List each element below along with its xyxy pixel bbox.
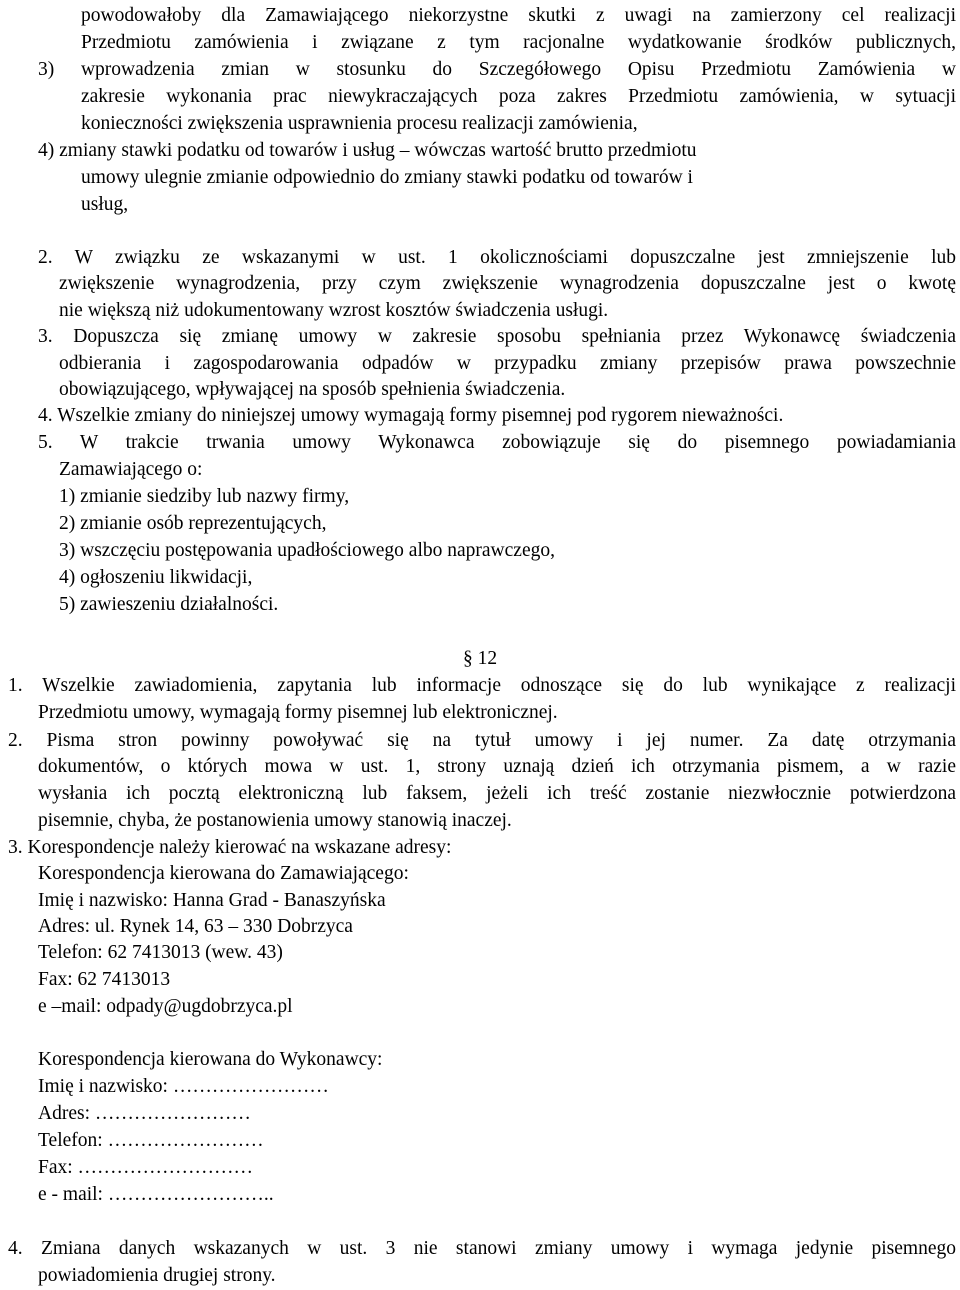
email-line: e –mail: odpady@ugdobrzyca.pl: [38, 996, 293, 1017]
text-line: Adres: ul. Rynek 14, 63 – 330 Dobrzyca: [38, 916, 353, 937]
text-line: powiadomienia drugiej strony.: [38, 1265, 276, 1286]
text-line: 3) wszczęciu postępowania upadłościowego albo naprawczego,: [59, 540, 555, 561]
text-line: 4. Wszelkie zmiany do niniejszej umowy wymagają formy pisemnej pod rygorem nieważności.: [38, 405, 784, 426]
text-line: dokumentów, o których mowa w ust. 1, strony uznają dzień ich otrzymania pismem, a w razie: [38, 756, 956, 777]
text-line: 3) wprowadzenia zmian w stosunku do Szczegółowego Opisu Przedmiotu Zamówienia w: [38, 59, 956, 80]
text-line: Fax: ………………………: [38, 1157, 254, 1178]
text-line: Przedmiotu umowy, wymagają formy pisemnej lub elektronicznej.: [38, 702, 558, 723]
text-line: Zamawiającego o:: [59, 459, 203, 480]
text-line: Fax: 62 7413013: [38, 969, 171, 990]
text-line: Przedmiotu zamówienia i związane z tym racjonalne wydatkowanie środków publicznych,: [81, 32, 956, 53]
text-line: Imię i nazwisko: ……………………: [38, 1076, 329, 1097]
text-line: odbierania i zagospodarowania odpadów w przypadku zmiany przepisów prawa powszechnie: [59, 353, 956, 374]
text-line: 2) zmianie osób reprezentujących,: [59, 513, 327, 534]
text-line: 1) zmianie siedziby lub nazwy firmy,: [59, 486, 350, 507]
text-line: zakresie wykonania prac niewykraczających poza zakres Przedmiotu zamówienia, w sytuacji: [81, 86, 956, 107]
text-line: Korespondencja kierowana do Zamawiającego:: [38, 863, 409, 884]
text-line: nie większą niż udokumentowany wzrost kosztów świadczenia usługi.: [59, 300, 609, 321]
section-heading: § 12: [462, 648, 498, 669]
text-line: Telefon: 62 7413013 (wew. 43): [38, 942, 283, 963]
text-line: 5) zawieszeniu działalności.: [59, 594, 279, 615]
text-line: 1. Wszelkie zawiadomienia, zapytania lub informacje odnoszące się do lub wynikające z realizacji: [8, 675, 956, 696]
text-line: konieczności zwiększenia usprawnienia procesu realizacji zamówienia,: [81, 113, 638, 134]
text-line: Korespondencja kierowana do Wykonawcy:: [38, 1049, 383, 1070]
text-line: 4) zmiany stawki podatku od towarów i usług – wówczas wartość brutto przedmiotu: [38, 140, 697, 161]
text-line: umowy ulegnie zmianie odpowiednio do zmiany stawki podatku od towarów i: [81, 167, 693, 188]
text-line: obowiązującego, wpływającej na sposób spełnienia świadczenia.: [59, 379, 566, 400]
text-line: Telefon: ……………………: [38, 1130, 264, 1151]
text-line: 4. Zmiana danych wskazanych w ust. 3 nie stanowi zmiany umowy i wymaga jedynie pisemnego: [8, 1238, 956, 1259]
text-line: Adres: ……………………: [38, 1103, 251, 1124]
text-line: 3. Korespondencje należy kierować na wskazane adresy:: [8, 837, 452, 858]
text-line: 4) ogłoszeniu likwidacji,: [59, 567, 253, 588]
text-line: 2. Pisma stron powinny powoływać się na tytuł umowy i jej numer. Za datę otrzymania: [8, 730, 956, 751]
text-line: 2. W związku ze wskazanymi w ust. 1 okolicznościami dopuszczalne jest zmniejszenie lub: [38, 247, 956, 268]
text-line: e - mail: ……………………..: [38, 1184, 274, 1205]
text-line: usług,: [81, 194, 129, 215]
text-line: pisemnie, chyba, że postanowienia umowy stanowią inaczej.: [38, 810, 512, 831]
text-line: powodowałoby dla Zamawiającego niekorzystne skutki z uwagi na zamierzony cel realizacji: [81, 5, 956, 26]
text-line: wysłania ich pocztą elektroniczną lub faksem, jeżeli ich treść zostanie niezwłocznie potwierdzona: [38, 783, 956, 804]
text-line: Imię i nazwisko: Hanna Grad - Banaszyńska: [38, 890, 386, 911]
text-line: 3. Dopuszcza się zmianę umowy w zakresie sposobu spełniania przez Wykonawcę świadczenia: [38, 326, 956, 347]
text-line: 5. W trakcie trwania umowy Wykonawca zobowiązuje się do pisemnego powiadamiania: [38, 432, 956, 453]
text-line: zwiększenie wynagrodzenia, przy czym zwiększenie wynagrodzenia dopuszczalne jest o kwotę: [59, 273, 956, 294]
